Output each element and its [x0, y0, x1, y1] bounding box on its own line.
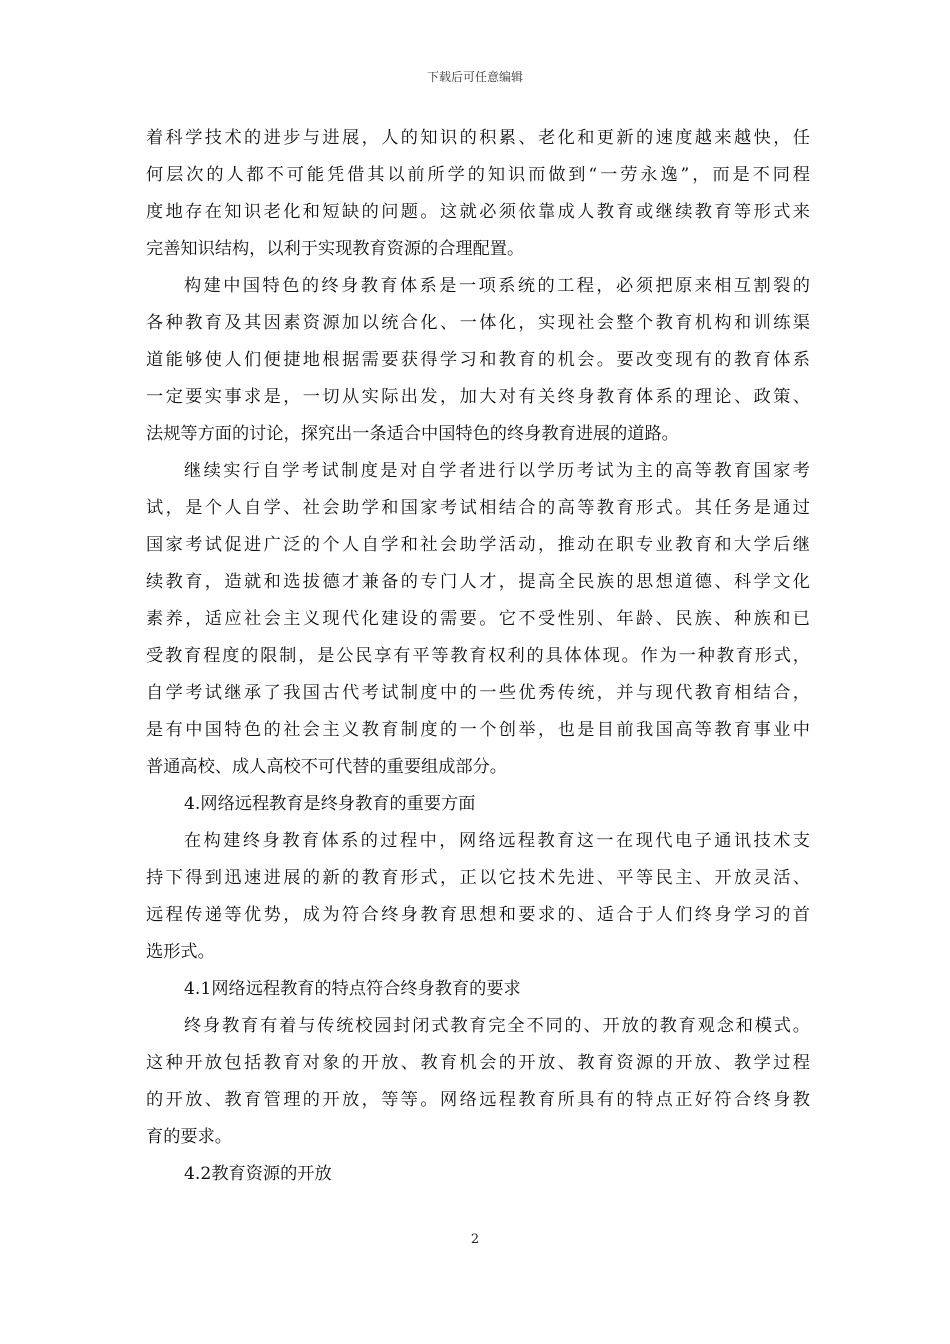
text-line: 续教育，造就和选拔德才兼备的专门人才，提高全民族的思想道德、科学文化 [146, 572, 810, 592]
heading-text: 4.2教育资源的开放 [184, 1164, 332, 1184]
text-line: 的开放、教育管理的开放，等等。网络远程教育所具有的特点正好符合终身教 [146, 1090, 810, 1110]
text-line: 持下得到迅速进展的新的教育形式，正以它技术先进、平等民主、开放灵活、 [146, 868, 810, 888]
text-line: 终身教育有着与传统校园封闭式教育完全不同的、开放的教育观念和模式。 [184, 1016, 810, 1036]
text-line: 完善知识结构，以利于实现教育资源的合理配置。 [146, 239, 525, 259]
text-line: 构建中国特色的终身教育体系是一项系统的工程，必须把原来相互割裂的 [184, 276, 810, 296]
subsection-heading [146, 1156, 810, 1193]
text-line: 各种教育及其因素资源加以统合化、一体化，实现社会整个教育机构和训练渠 [146, 313, 810, 333]
text-line: 育的要求。 [146, 1127, 232, 1147]
heading-text: 4.1网络远程教育的特点符合终身教育的要求 [184, 979, 521, 999]
text-line: 受教育程度的限制，是公民享有平等教育权利的具体体现。作为一种教育形式， [146, 646, 810, 666]
text-line: 是有中国特色的社会主义教育制度的一个创举，也是目前我国高等教育事业中 [146, 720, 810, 740]
section-heading [146, 786, 810, 823]
text-line: 国家考试促进广泛的个人自学和社会助学活动，推动在职专业教育和大学后继 [146, 535, 810, 555]
text-line: 一定要实事求是，一切从实际出发，加大对有关终身教育体系的理论、政策、 [146, 387, 810, 407]
paragraph [146, 1008, 810, 1156]
text-line: 普通高校、成人高校不可代替的重要组成部分。 [146, 757, 507, 777]
text-line: 选形式。 [146, 942, 215, 962]
text-line: 法规等方面的讨论，探究出一条适合中国特色的终身教育进展的道路。 [146, 424, 679, 444]
text-line: 试，是个人自学、社会助学和国家考试相结合的高等教育形式。其任务是通过 [146, 498, 810, 518]
paragraph [146, 120, 810, 268]
text-line: 素养，适应社会主义现代化建设的需要。它不受性别、年龄、民族、种族和已 [146, 609, 810, 629]
text-line: 这种开放包括教育对象的开放、教育机会的开放、教育资源的开放、教学过程 [146, 1053, 810, 1073]
text-line: 着科学技术的进步与进展，人的知识的积累、老化和更新的速度越来越快，任 [146, 128, 810, 148]
paragraph [146, 823, 810, 971]
paragraph [146, 268, 810, 453]
text-line: 在构建终身教育体系的过程中，网络远程教育这一在现代电子通讯技术支 [184, 831, 810, 851]
paragraph [146, 453, 810, 786]
page-number: 2 [470, 1232, 480, 1247]
heading-text: 4.网络远程教育是终身教育的重要方面 [184, 794, 476, 814]
text-line: 自学考试继承了我国古代考试制度中的一些优秀传统，并与现代教育相结合， [146, 683, 810, 703]
text-line: 何层次的人都不可能凭借其以前所学的知识而做到“一劳永逸”，而是不同程 [146, 165, 810, 185]
text-line: 远程传递等优势，成为符合终身教育思想和要求的、适合于人们终身学习的首 [146, 905, 810, 925]
text-line: 道能够使人们便捷地根据需要获得学习和教育的机会。要改变现有的教育体系 [146, 350, 810, 370]
text-line: 继续实行自学考试制度是对自学者进行以学历考试为主的高等教育国家考 [184, 461, 810, 481]
subsection-heading [146, 971, 810, 1008]
page-header: 下载后可任意编辑 [426, 70, 523, 84]
text-line: 度地存在知识老化和短缺的问题。这就必须依靠成人教育或继续教育等形式来 [146, 202, 810, 222]
document-body [146, 120, 810, 1193]
